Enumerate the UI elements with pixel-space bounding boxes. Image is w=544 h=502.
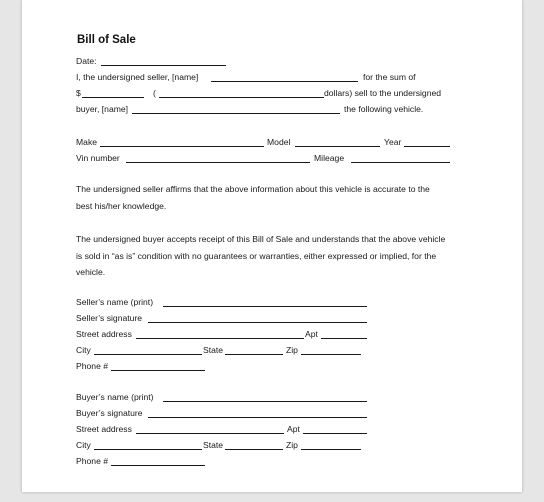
seller-phone-label: Phone # <box>76 361 109 371</box>
seller-apt-label: Apt <box>305 329 318 339</box>
mileage-label: Mileage <box>314 153 345 163</box>
vin-label: Vin number <box>76 153 120 163</box>
model-field[interactable] <box>295 146 380 147</box>
seller-name-print-field[interactable] <box>163 306 367 307</box>
seller-name-print-label: Seller’s name (print) <box>76 297 154 307</box>
buyer-apt-field[interactable] <box>303 433 367 434</box>
amount-field[interactable] <box>82 97 144 98</box>
buyer-accept-text-line1: The undersigned buyer accepts receipt of this Bill of Sale and understands that the above vehicle <box>76 234 446 244</box>
buyer-intro-label: buyer, [name] <box>76 104 129 114</box>
sum-label: for the sum of <box>363 72 416 82</box>
seller-signature-field[interactable] <box>148 322 367 323</box>
buyer-city-label: City <box>76 440 91 450</box>
buyer-phone-label: Phone # <box>76 456 109 466</box>
seller-street-field[interactable] <box>136 338 304 339</box>
buyer-street-field[interactable] <box>136 433 284 434</box>
seller-city-label: City <box>76 345 91 355</box>
amount-words-field[interactable] <box>159 97 324 98</box>
buyer-accept-text-line2: is sold in “as is” condition with no guarantees or warranties, either expressed or implied, for the <box>76 251 437 261</box>
buyer-signature-field[interactable] <box>148 417 367 418</box>
dollars-label: dollars) sell to the undersigned <box>324 88 442 98</box>
seller-apt-field[interactable] <box>321 338 367 339</box>
seller-zip-field[interactable] <box>301 354 361 355</box>
mileage-field[interactable] <box>351 162 450 163</box>
make-field[interactable] <box>100 146 264 147</box>
seller-phone-field[interactable] <box>111 370 205 371</box>
paren-open-label: ( <box>153 88 156 98</box>
date-field[interactable] <box>101 65 226 66</box>
buyer-name-print-label: Buyer’s name (print) <box>76 392 154 402</box>
year-field[interactable] <box>404 146 450 147</box>
seller-affirm-text-line1: The undersigned seller affirms that the above information about this vehicle is accurate to the <box>76 184 430 194</box>
buyer-zip-label: Zip <box>286 440 298 450</box>
buyer-accept-text-line3: vehicle. <box>76 267 106 277</box>
seller-street-label: Street address <box>76 329 132 339</box>
buyer-apt-label: Apt <box>287 424 300 434</box>
seller-city-field[interactable] <box>94 354 202 355</box>
buyer-zip-field[interactable] <box>301 449 361 450</box>
document-page <box>22 0 522 492</box>
buyer-signature-label: Buyer’s signature <box>76 408 143 418</box>
seller-signature-label: Seller’s signature <box>76 313 143 323</box>
seller-state-label: State <box>203 345 224 355</box>
date-label: Date: <box>76 56 97 66</box>
seller-zip-label: Zip <box>286 345 298 355</box>
following-vehicle-label: the following vehicle. <box>344 104 424 114</box>
make-label: Make <box>76 137 98 147</box>
buyer-street-label: Street address <box>76 424 132 434</box>
buyer-state-label: State <box>203 440 224 450</box>
seller-intro-label: I, the undersigned seller, [name] <box>76 72 199 82</box>
year-label: Year <box>384 137 402 147</box>
seller-name-field[interactable] <box>211 81 358 82</box>
dollar-sign-label: $ <box>76 88 81 98</box>
buyer-name-field[interactable] <box>132 113 340 114</box>
buyer-city-field[interactable] <box>94 449 202 450</box>
page-title: Bill of Sale <box>77 34 136 46</box>
seller-affirm-text-line2: best his/her knowledge. <box>76 201 167 211</box>
seller-state-field[interactable] <box>225 354 283 355</box>
buyer-state-field[interactable] <box>225 449 283 450</box>
buyer-phone-field[interactable] <box>111 465 205 466</box>
buyer-name-print-field[interactable] <box>163 401 367 402</box>
vin-field[interactable] <box>126 162 310 163</box>
model-label: Model <box>267 137 291 147</box>
